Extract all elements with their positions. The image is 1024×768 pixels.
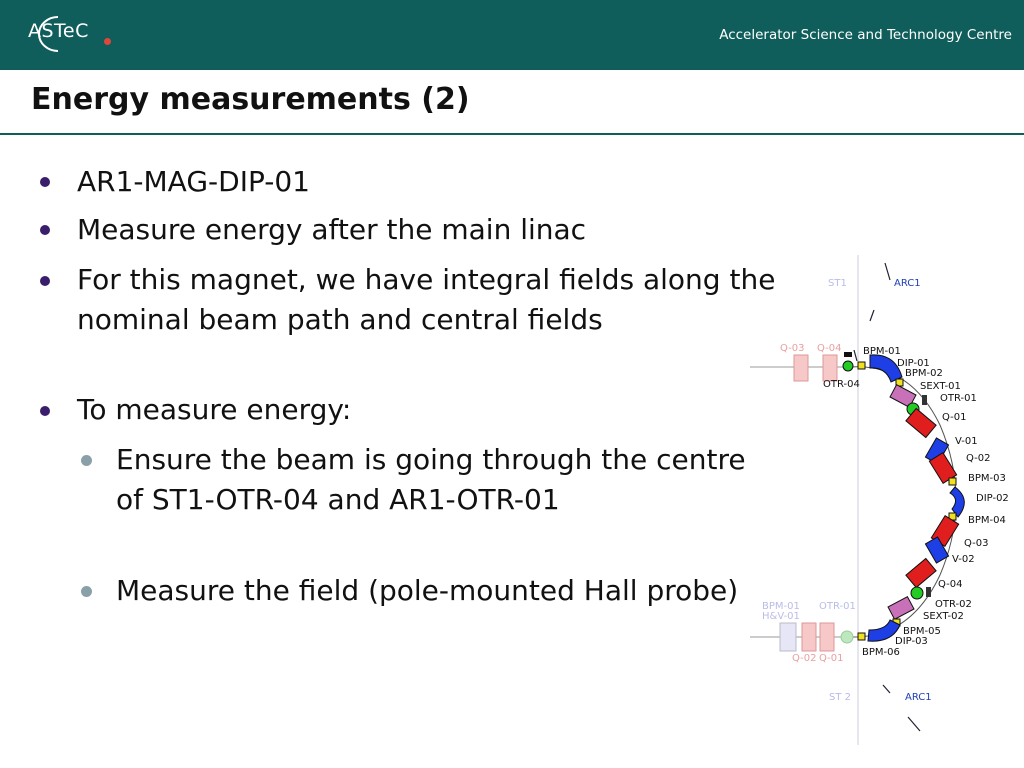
label-bpm03: BPM-03 [968, 473, 1006, 484]
label-arc1-top: ARC1 [894, 278, 921, 289]
label-q01: Q-01 [942, 412, 967, 423]
label-bpm05: BPM-05 [903, 626, 941, 637]
sub-bullet-2: Measure the field (pole-mounted Hall probe) [116, 574, 739, 607]
label-q02: Q-02 [966, 453, 991, 464]
label-sext02: SEXT-02 [923, 611, 964, 622]
bullet-2: Measure energy after the main linac [77, 213, 587, 246]
slide-title: Energy measurements (2) [31, 82, 470, 117]
label-q02-faded: Q-02 [792, 653, 817, 664]
label-q03-faded: Q-03 [780, 343, 805, 354]
bpm-marker [949, 478, 956, 485]
label-otr04: OTR-04 [823, 379, 860, 390]
bullet-dot [40, 177, 50, 187]
otr-actuator [926, 587, 931, 597]
label-q01-faded: Q-01 [819, 653, 844, 664]
bullet-4: To measure energy: [77, 393, 352, 426]
label-v01: V-01 [955, 436, 978, 447]
faded-quad [820, 623, 834, 651]
logo-text: ASTeC [28, 20, 89, 42]
sub-bullet-1: Ensure the beam is going through the centre of ST1-OTR-04 and AR1-OTR-01 [116, 443, 746, 516]
bpm-marker [858, 633, 865, 640]
otr-actuator [844, 352, 852, 357]
sub-bullet-dot [81, 455, 92, 466]
faded-quad [794, 355, 808, 381]
label-q04-faded: Q-04 [817, 343, 842, 354]
label-bpm01: BPM-01 [863, 346, 901, 357]
bullet-dot [40, 406, 50, 416]
label-bpm06: BPM-06 [862, 647, 900, 658]
logo-dot [104, 38, 111, 45]
label-bpm02: BPM-02 [905, 368, 943, 379]
label-otr01: OTR-01 [940, 393, 977, 404]
label-otr02: OTR-02 [935, 599, 972, 610]
label-sext01: SEXT-01 [920, 381, 961, 392]
bpm-marker [858, 362, 865, 369]
organization-name: Accelerator Science and Technology Centre [719, 27, 1012, 43]
faded-quad [802, 623, 816, 651]
header-bar [0, 0, 1024, 70]
label-otr01-faded: OTR-01 [819, 601, 856, 612]
title-rule [0, 133, 1024, 135]
bullet-dot [40, 225, 50, 235]
arc1-lattice-diagram [750, 255, 1024, 745]
label-dip02: DIP-02 [976, 493, 1009, 504]
bullet-dot [40, 276, 50, 286]
otr-screen [911, 587, 923, 599]
label-dip03: DIP-03 [895, 636, 928, 647]
label-st2: ST 2 [829, 692, 851, 703]
bullet-1: AR1-MAG-DIP-01 [77, 165, 310, 198]
label-q04: Q-04 [938, 579, 963, 590]
label-dip01: DIP-01 [897, 358, 930, 369]
otr-actuator [922, 395, 927, 405]
faded-quad [823, 355, 837, 381]
label-bpm04: BPM-04 [968, 515, 1006, 526]
quadrupole-magnet [906, 559, 936, 588]
otr-screen [843, 361, 853, 371]
faded-otr [841, 631, 853, 643]
label-v02: V-02 [952, 554, 975, 565]
label-q03: Q-03 [964, 538, 989, 549]
label-arc1-bottom: ARC1 [905, 692, 932, 703]
label-hv01-faded: H&V-01 [762, 611, 800, 622]
label-st1: ST1 [828, 278, 847, 289]
bullet-3: For this magnet, we have integral fields along the nominal beam path and central fields [77, 263, 776, 336]
sub-bullet-dot [81, 586, 92, 597]
label-bpm01-faded: BPM-01 [762, 601, 800, 612]
faded-steerer [780, 623, 796, 651]
